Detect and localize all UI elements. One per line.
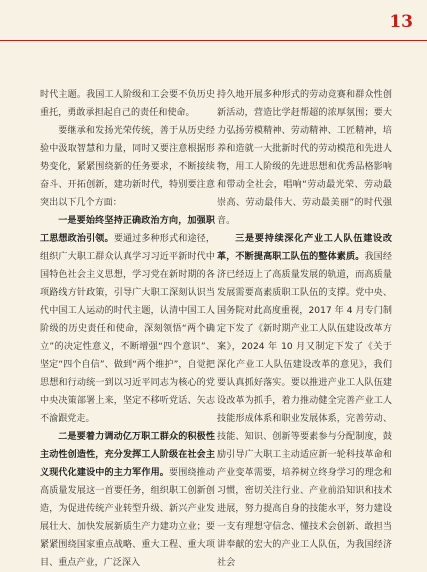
- paragraph: [217, 230, 392, 572]
- section-heading: 一是要始终坚持正确政治方向，加强职工思想政治引领。: [40, 216, 215, 244]
- section-body: 要围绕推动高质量发展这一首要任务，组织职工创新创造，为促进传统产业转型升级、新兴产业发展壮大、加快发展新质生产力建功立业；要紧紧围绕国家重点战略、重大工程、重大项目、重点产业，广泛深入: [40, 468, 215, 568]
- paragraph: [40, 212, 215, 428]
- section-heading: 二是要着力调动亿万职工群众的积极性主动性创造性，充分发挥工人阶级在社会主义现代化建设中的主力军作用。: [40, 432, 215, 478]
- section-heading: 三是要持续深化产业工人队伍建设改革，不断提高职工队伍的整体素质。: [217, 234, 392, 262]
- right-column: [217, 86, 392, 568]
- paragraph: 持久地开展多种形式的劳动竞赛和群众性创新活动，营造比学赶帮超的浓厚氛围；要大力弘扬劳模精神、劳动精神、工匠精神，培养和造就一大批新时代的劳动模范和先进人物，用工人阶级的先进思想和优秀品格影响和带动全社会，唱响“劳动最光荣、劳动最崇高、劳动最伟大、劳动最美丽”的时代强音。: [217, 90, 392, 226]
- header-rule: [0, 40, 427, 41]
- paragraph: [40, 428, 215, 572]
- paragraph: 要继承和发扬光荣传统，善于从历史经验中汲取智慧和力量，同时又要注意根据形势变化，紧紧围绕新的任务要求，不断接续奋斗、开拓创新，建功新时代，特别要注意突出以下几个方面：: [40, 126, 215, 208]
- left-column: [40, 86, 215, 568]
- paragraph: 时代主题。我国工人阶级和工会要不负历史重托，勇敢承担起自己的责任和使命。: [40, 90, 215, 118]
- page-number: 13: [389, 12, 413, 32]
- section-body: 我国经济已经迈上了高质量发展的轨道，而高质量发展需要高素质职工队伍的支撑。党中央、国务院对此高度重视，2017 年 4 月专门制定下发了《新时期产业工人队伍建设改革方案》，2024 年 10 月又制定下发了《关于深化产业工人队伍建设改革的意见》，我们要认真抓好落实。要以推进产业工人队伍建设改革为抓手，着力推动健全完善产业工人技能形成体系和职业发展体系，完善劳动、技能、知识、创新等要素参与分配制度，鼓励引导广大职工主动适应新一轮科技革命和产业变革需要，培养树立终身学习的理念和习惯，密切关注行业、产业前沿知识和技术进展，努力提高自身的技能水平，努力建设一支有理想守信念、懂技术会创新、敢担当讲奉献的宏大的产业工人队伍，为我国经济社会: [217, 252, 392, 568]
- section-body: 要通过多种形式和途径，组织广大职工群众认真学习习近平新时代中国特色社会主义思想，学习党在新时期的各项路线方针政策，引导广大职工深刻认识当代中国工人运动的时代主题，认清中国工人阶级的历史责任和使命，深刻领悟“两个确立”的决定性意义，不断增强“四个意识”、坚定“四个自信”、做到“两个维护”，自觉把思想和行动统一到以习近平同志为核心的党中央决策部署上来，坚定不移听党话、矢志不渝跟党走。: [40, 234, 215, 424]
